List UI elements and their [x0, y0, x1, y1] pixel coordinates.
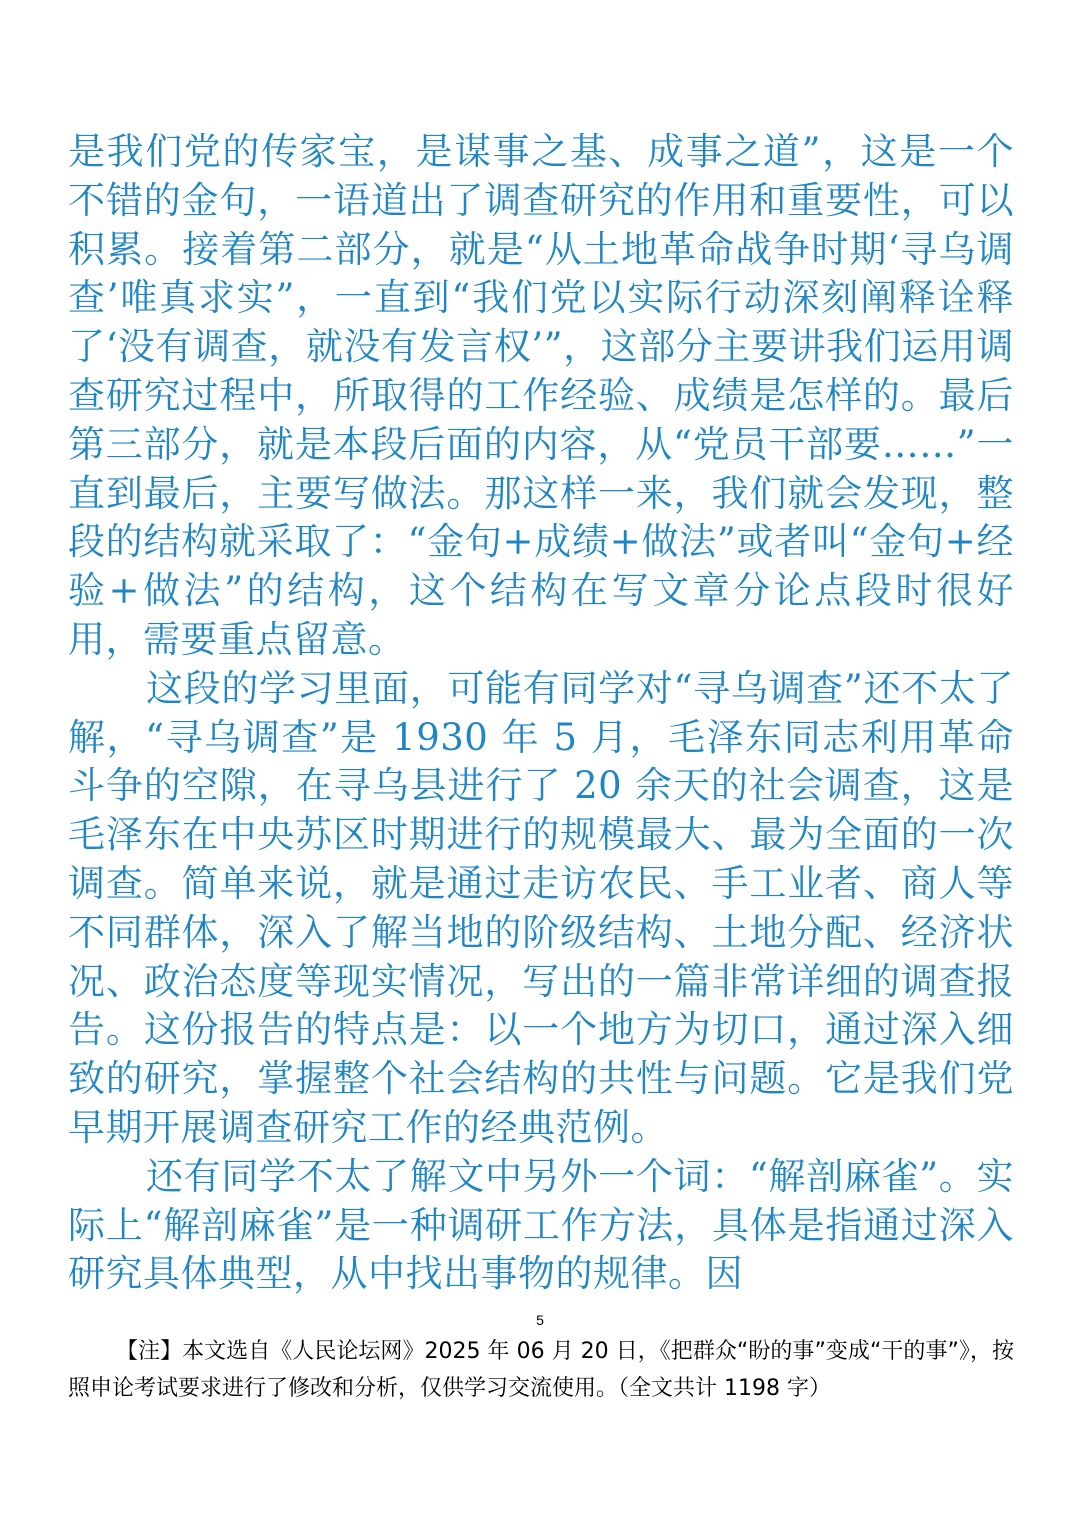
paragraph-2: 这段的学习里面，可能有同学对“寻乌调查”还不太了解，“寻乌调查”是 1930 年 5 月，毛泽东同志利用革命斗争的空隙，在寻乌县进行了 20 余天的社会调查，这是毛泽东在中央苏区时期进行的规模最大、最为全面的一次调查。简单来说，就是通过走访农民、手工业者、商人等不同群体，深入了解当地的阶级结构、土地分配、经济状况、政治态度等现实情况，写出的一篇非常详细的调查报告。这份报告的特点是：以一个地方为切口，通过深入细致的研究，掌握整个社会结构的共性与问题。它是我们党早期开展调查研究工作的经典范例。 [68, 666, 1014, 1149]
paragraph-3: 还有同学不太了解文中另外一个词：“解剖麻雀”。实际上“解剖麻雀”是一种调研工作方法，具体是指通过深入研究具体典型，从中找出事物的规律。因 [68, 1154, 1014, 1296]
paragraph-1: 是我们党的传家宝，是谋事之基、成事之道”，这是一个不错的金句，一语道出了调查研究的作用和重要性，可以积累。接着第二部分，就是“从土地革命战争时期‘寻乌调查’唯真求实”，一直到“我们党以实际行动深刻阐释诠释了‘没有调查，就没有发言权’”，这部分主要讲我们运用调查研究过程中，所取得的工作经验、成绩是怎样的。最后第三部分，就是本段后面的内容，从“党员干部要……”一直到最后，主要写做法。那这样一来，我们就会发现，整段的结构就采取了：“金句+成绩+做法”或者叫“金句+经验+做法”的结构，这个结构在写文章分论点段时很好用，需要重点留意。 [68, 130, 1014, 661]
body-text [68, 128, 1014, 1299]
footnote: 【注】本文选自《人民论坛网》2025 年 06 月 20 日，《把群众“盼的事”变成“干的事”》，按照申论考试要求进行了修改和分析，仅供学习交流使用。（全文共计 1198 字） [68, 1339, 1014, 1401]
page-number: 5 [536, 1312, 544, 1328]
